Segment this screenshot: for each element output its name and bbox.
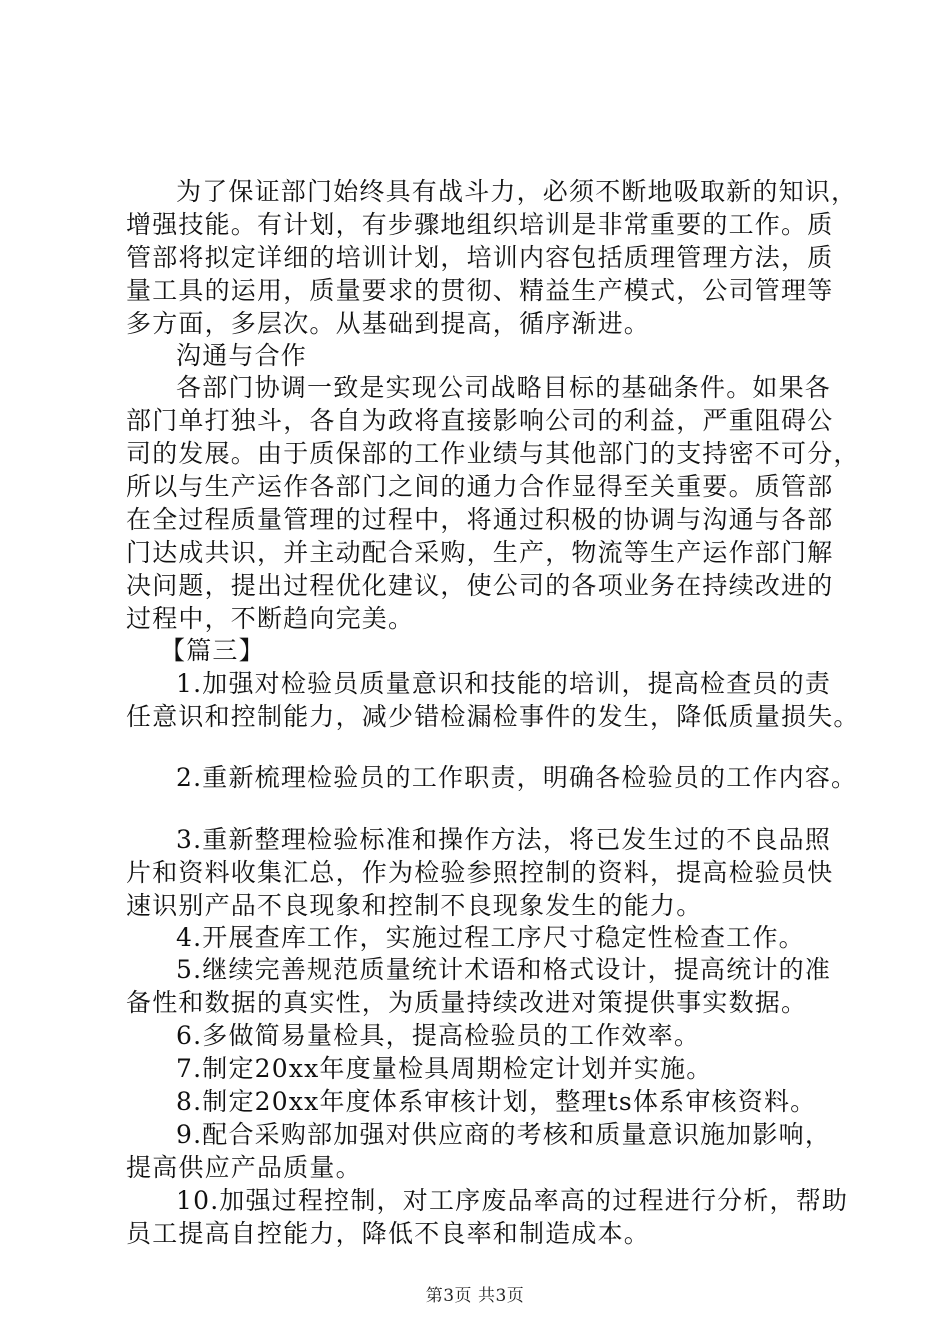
paragraph-line: 司的发展。由于质保部的工作业绩与其他部门的支持密不可分， [126, 439, 860, 468]
paragraph-line: 在全过程质量管理的过程中，将通过积极的协调与沟通与各部 [126, 505, 834, 534]
list-item-line: 任意识和控制能力，减少错检漏检事件的发生，降低质量损失。 [126, 702, 860, 731]
paragraph-line: 决问题，提出过程优化建议，使公司的各项业务在持续改进的 [126, 571, 834, 600]
list-item-line: 8.制定20xx年度体系审核计划，整理ts体系审核资料。 [176, 1087, 817, 1116]
paragraph-line: 增强技能。有计划，有步骤地组织培训是非常重要的工作。质 [126, 210, 834, 239]
section-heading: 沟通与合作 [176, 341, 308, 370]
list-item-line: 4.开展查库工作，实施过程工序尺寸稳定性检查工作。 [176, 923, 805, 952]
list-item-line: 2.重新梳理检验员的工作职责，明确各检验员的工作内容。 [176, 763, 858, 792]
list-item-line: 3.重新整理检验标准和操作方法，将已发生过的不良品照 [176, 825, 832, 854]
list-item-line: 9.配合采购部加强对供应商的考核和质量意识施加影响， [176, 1120, 832, 1149]
list-item-line: 5.继续完善规范质量统计术语和格式设计，提高统计的准 [176, 955, 832, 984]
paragraph-line: 多方面，多层次。从基础到提高，循序渐进。 [126, 309, 651, 338]
list-item-line: 备性和数据的真实性，为质量持续改进对策提供事实数据。 [126, 988, 808, 1017]
list-item-line: 10.加强过程控制，对工序废品率高的过程进行分析，帮助 [176, 1186, 849, 1215]
paragraph-line: 所以与生产运作各部门之间的通力合作显得至关重要。质管部 [126, 472, 834, 501]
paragraph-line: 各部门协调一致是实现公司战略目标的基础条件。如果各 [176, 373, 832, 402]
paragraph-line: 为了保证部门始终具有战斗力，必须不断地吸取新的知识， [176, 177, 858, 206]
paragraph-line: 部门单打独斗，各自为政将直接影响公司的利益，严重阻碍公 [126, 406, 834, 435]
list-item-line: 片和资料收集汇总，作为检验参照控制的资料，提高检验员快 [126, 858, 834, 887]
list-item-line: 员工提高自控能力，降低不良率和制造成本。 [126, 1219, 651, 1248]
paragraph-line: 过程中，不断趋向完美。 [126, 604, 415, 633]
page-number-footer: 第3页 共3页 [425, 1286, 525, 1306]
list-item-line: 1.加强对检验员质量意识和技能的培训，提高检查员的责 [176, 669, 832, 698]
list-item-line: 速识别产品不良现象和控制不良现象发生的能力。 [126, 891, 703, 920]
section-label: 【篇三】 [160, 636, 265, 665]
paragraph-line: 门达成共识，并主动配合采购，生产，物流等生产运作部门解 [126, 538, 834, 567]
list-item-line: 提高供应产品质量。 [126, 1153, 362, 1182]
list-item-line: 6.多做简易量检具，提高检验员的工作效率。 [176, 1021, 701, 1050]
list-item-line: 7.制定20xx年度量检具周期检定计划并实施。 [176, 1054, 713, 1083]
paragraph-line: 管部将拟定详细的培训计划，培训内容包括质理管理方法，质 [126, 243, 834, 272]
paragraph-line: 量工具的运用，质量要求的贯彻、精益生产模式，公司管理等 [126, 276, 834, 305]
